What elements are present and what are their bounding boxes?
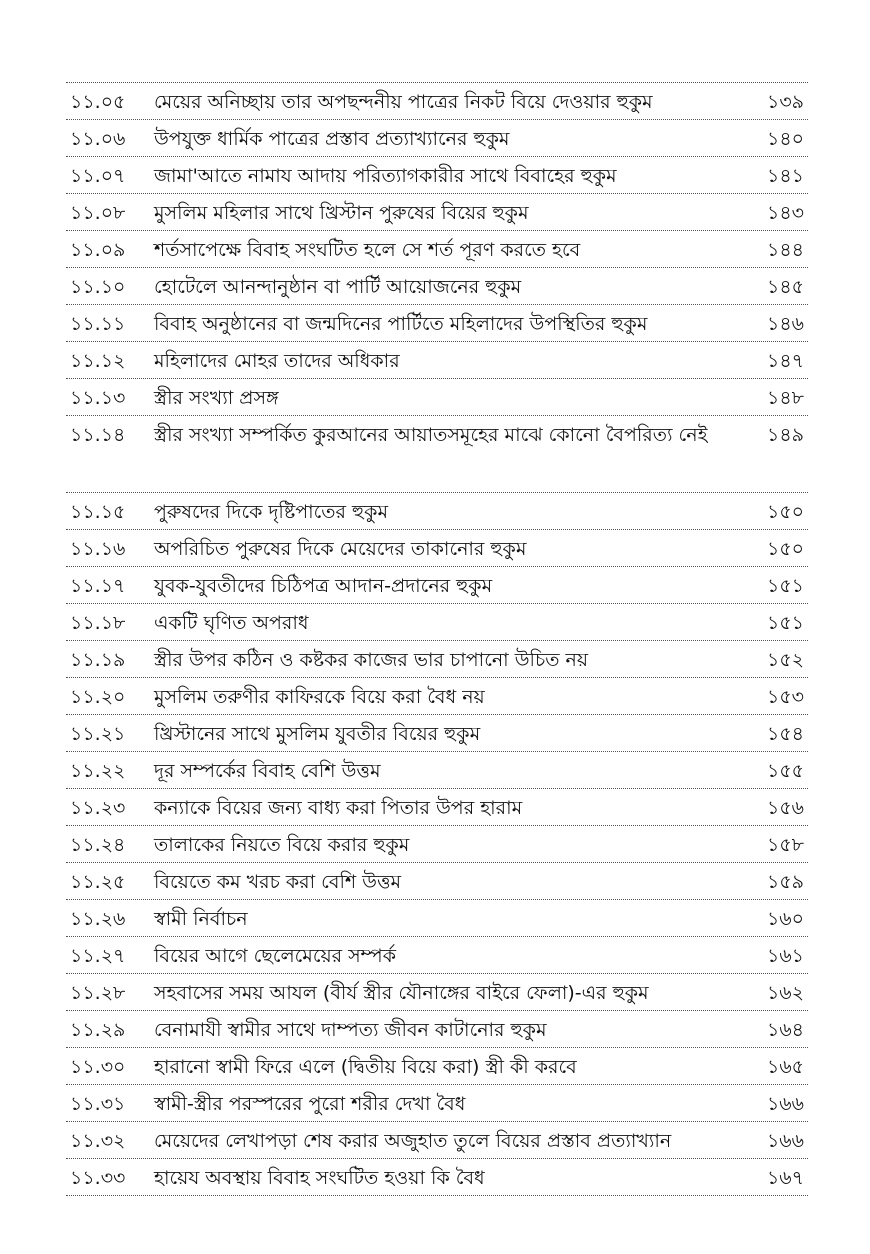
page-number: ১৬৭ [766, 1167, 804, 1189]
toc-row [66, 268, 808, 305]
toc-row [66, 305, 808, 342]
section-title: খ্রিস্টানের সাথে মুসলিম যুবতীর বিয়ের হুকুম [154, 723, 481, 745]
section-number: ১১.২৫ [70, 871, 126, 893]
section-title: বিবাহ অনুষ্ঠানের বা জন্মদিনের পার্টিতে মহিলাদের উপস্থিতির হুকুম [154, 313, 648, 335]
page-number: ১৪৮ [767, 387, 804, 409]
section-title: স্ত্রীর সংখ্যা প্রসঙ্গ [154, 387, 279, 409]
section-title: জামা'আতে নামায আদায় পরিত্যাগকারীর সাথে বিবাহের হুকুম [154, 165, 617, 187]
section-title: হারানো স্বামী ফিরে এলে (দ্বিতীয় বিয়ে করা) স্ত্রী কী করবে [154, 1056, 577, 1078]
section-title: হায়েয অবস্থায় বিবাহ সংঘটিত হওয়া কি বৈধ [154, 1167, 485, 1189]
section-title: বেনামাযী স্বামীর সাথে দাম্পত্য জীবন কাটানোর হুকুম [154, 1019, 547, 1041]
page-number: ১৫২ [766, 649, 804, 671]
section-number: ১১.২২ [70, 760, 126, 782]
section-number: ১১.১৭ [70, 575, 126, 597]
page-number: ১৪০ [766, 128, 804, 150]
toc-row [66, 157, 808, 194]
section-number: ১১.২৩ [70, 797, 126, 819]
toc-row [66, 863, 808, 900]
section-number: ১১.২৯ [70, 1019, 126, 1041]
page-number: ১৬৬ [766, 1130, 804, 1152]
page-number: ১৪৩ [766, 202, 804, 224]
page-number: ১৪৯ [767, 424, 804, 446]
toc-row [66, 1011, 808, 1048]
section-number: ১১.১৩ [70, 387, 126, 409]
page-number: ১৪৪ [767, 239, 804, 261]
section-title: মেয়েদের লেখাপড়া শেষ করার অজুহাত তুলে বিয়ের প্রস্তাব প্রত্যাখ্যান [154, 1130, 672, 1152]
page-number: ১৬২ [766, 982, 804, 1004]
toc-row [66, 937, 808, 974]
page-number: ১৪১ [767, 165, 804, 187]
toc-row [66, 379, 808, 416]
toc-row [66, 493, 808, 530]
page-number: ১৬৬ [766, 1093, 804, 1115]
section-number: ১১.০৯ [70, 239, 126, 261]
section-title: একটি ঘৃণিত অপরাধ [154, 612, 309, 634]
section-number: ১১.১০ [70, 276, 126, 298]
page-number: ১৫০ [766, 501, 804, 523]
section-title: স্ত্রীর উপর কঠিন ও কষ্টকর কাজের ভার চাপানো উচিত নয় [154, 649, 589, 671]
page-number: ১৬৪ [766, 1019, 804, 1041]
section-title: মেয়ের অনিচ্ছায় তার অপছন্দনীয় পাত্রের নিকট বিয়ে দেওয়ার হুকুম [154, 91, 653, 113]
page-number: ১৫০ [766, 538, 804, 560]
section-title: শর্তসাপেক্ষে বিবাহ সংঘটিত হলে সে শর্ত পূরণ করতে হবে [154, 239, 581, 261]
section-number: ১১.০৭ [70, 165, 126, 187]
section-number: ১১.২৬ [70, 908, 126, 930]
section-number: ১১.২৪ [70, 834, 126, 856]
toc-row [66, 194, 808, 231]
section-title: যুবক-যুবতীদের চিঠিপত্র আদান-প্রদানের হুকুম [154, 575, 493, 597]
section-number: ১১.১৫ [70, 501, 126, 523]
table-of-contents [66, 82, 808, 1196]
toc-row [66, 678, 808, 715]
page-number: ১৬৫ [766, 1056, 804, 1078]
page-number: ১৫৪ [767, 723, 804, 745]
toc-row [66, 83, 808, 120]
page-number: ১৫১ [767, 612, 804, 634]
page-number: ১৫৬ [766, 797, 804, 819]
section-number: ১১.০৮ [70, 202, 126, 224]
page-number: ১৫১ [767, 575, 804, 597]
section-number: ১১.০৫ [70, 91, 126, 113]
toc-row [66, 342, 808, 379]
section-title: মহিলাদের মোহর তাদের অধিকার [154, 350, 400, 372]
section-title: দূর সম্পর্কের বিবাহ বেশি উত্তম [154, 760, 381, 782]
section-number: ১১.৩০ [70, 1056, 126, 1078]
toc-row [66, 604, 808, 641]
section-number: ১১.১৯ [70, 649, 126, 671]
page-number: ১৫৩ [766, 686, 804, 708]
section-title: সহবাসের সময় আযল (বীর্য স্ত্রীর যৌনাঙ্গের বাইরে ফেলা)-এর হুকুম [154, 982, 649, 1004]
toc-row [66, 826, 808, 863]
section-title: বিয়েতে কম খরচ করা বেশি উত্তম [154, 871, 402, 893]
section-title: উপযুক্ত ধার্মিক পাত্রের প্রস্তাব প্রত্যাখ্যানের হুকুম [154, 128, 510, 150]
section-number: ১১.১৬ [70, 538, 126, 560]
section-title: স্ত্রীর সংখ্যা সম্পর্কিত কুরআনের আয়াতসমূহের মাঝে কোনো বৈপরিত্য নেই [154, 424, 708, 446]
section-number: ১১.২১ [70, 723, 126, 745]
section-title: বিয়ের আগে ছেলেমেয়ের সম্পর্ক [154, 945, 396, 967]
toc-row [66, 641, 808, 678]
section-number: ১১.২০ [70, 686, 126, 708]
section-title: হোটেলে আনন্দানুষ্ঠান বা পার্টি আয়োজনের হুকুম [154, 276, 522, 298]
section-title: অপরিচিত পুরুষের দিকে মেয়েদের তাকানোর হুকুম [154, 538, 527, 560]
section-number: ১১.১১ [70, 313, 126, 335]
toc-row [66, 530, 808, 567]
toc-row [66, 1122, 808, 1159]
section-number: ১১.১৪ [70, 424, 126, 446]
section-title: স্বামী নির্বাচন [154, 908, 248, 930]
section-number: ১১.৩৩ [70, 1167, 126, 1189]
toc-row [66, 120, 808, 157]
section-number: ১১.০৬ [70, 128, 126, 150]
page-number: ১৬১ [766, 945, 804, 967]
toc-row [66, 974, 808, 1011]
section-number: ১১.২৮ [70, 982, 126, 1004]
section-number: ১১.১২ [70, 350, 126, 372]
page-number: ১৪৭ [766, 350, 804, 372]
toc-row [66, 231, 808, 268]
section-title: কন্যাকে বিয়ের জন্য বাধ্য করা পিতার উপর হারাম [154, 797, 523, 819]
section-title: তালাকের নিয়তে বিয়ে করার হুকুম [154, 834, 410, 856]
page-number: ১৪৫ [767, 276, 804, 298]
toc-row [66, 1085, 808, 1122]
section-number: ১১.১৮ [70, 612, 126, 634]
toc-row [66, 1159, 808, 1196]
toc-row [66, 900, 808, 937]
page-number: ১৫৯ [767, 871, 804, 893]
toc-row [66, 416, 808, 493]
section-title: মুসলিম তরুণীর কাফিরকে বিয়ে করা বৈধ নয় [154, 686, 485, 708]
section-title: মুসলিম মহিলার সাথে খ্রিস্টান পুরুষের বিয়ের হুকুম [154, 202, 529, 224]
toc-row [66, 715, 808, 752]
toc-row [66, 1048, 808, 1085]
page-number: ১৩৯ [766, 91, 804, 113]
toc-row [66, 789, 808, 826]
section-title: পুরুষদের দিকে দৃষ্টিপাতের হুকুম [154, 501, 389, 523]
page-number: ১৬০ [766, 908, 804, 930]
toc-row [66, 752, 808, 789]
toc-row [66, 567, 808, 604]
section-title: স্বামী-স্ত্রীর পরস্পরের পুরো শরীর দেখা বৈধ [154, 1093, 466, 1115]
section-number: ১১.৩১ [70, 1093, 126, 1115]
section-number: ১১.৩২ [70, 1130, 126, 1152]
page-number: ১৫৫ [767, 760, 804, 782]
page-number: ১৪৬ [766, 313, 804, 335]
page-number: ১৫৮ [767, 834, 804, 856]
section-number: ১১.২৭ [70, 945, 126, 967]
